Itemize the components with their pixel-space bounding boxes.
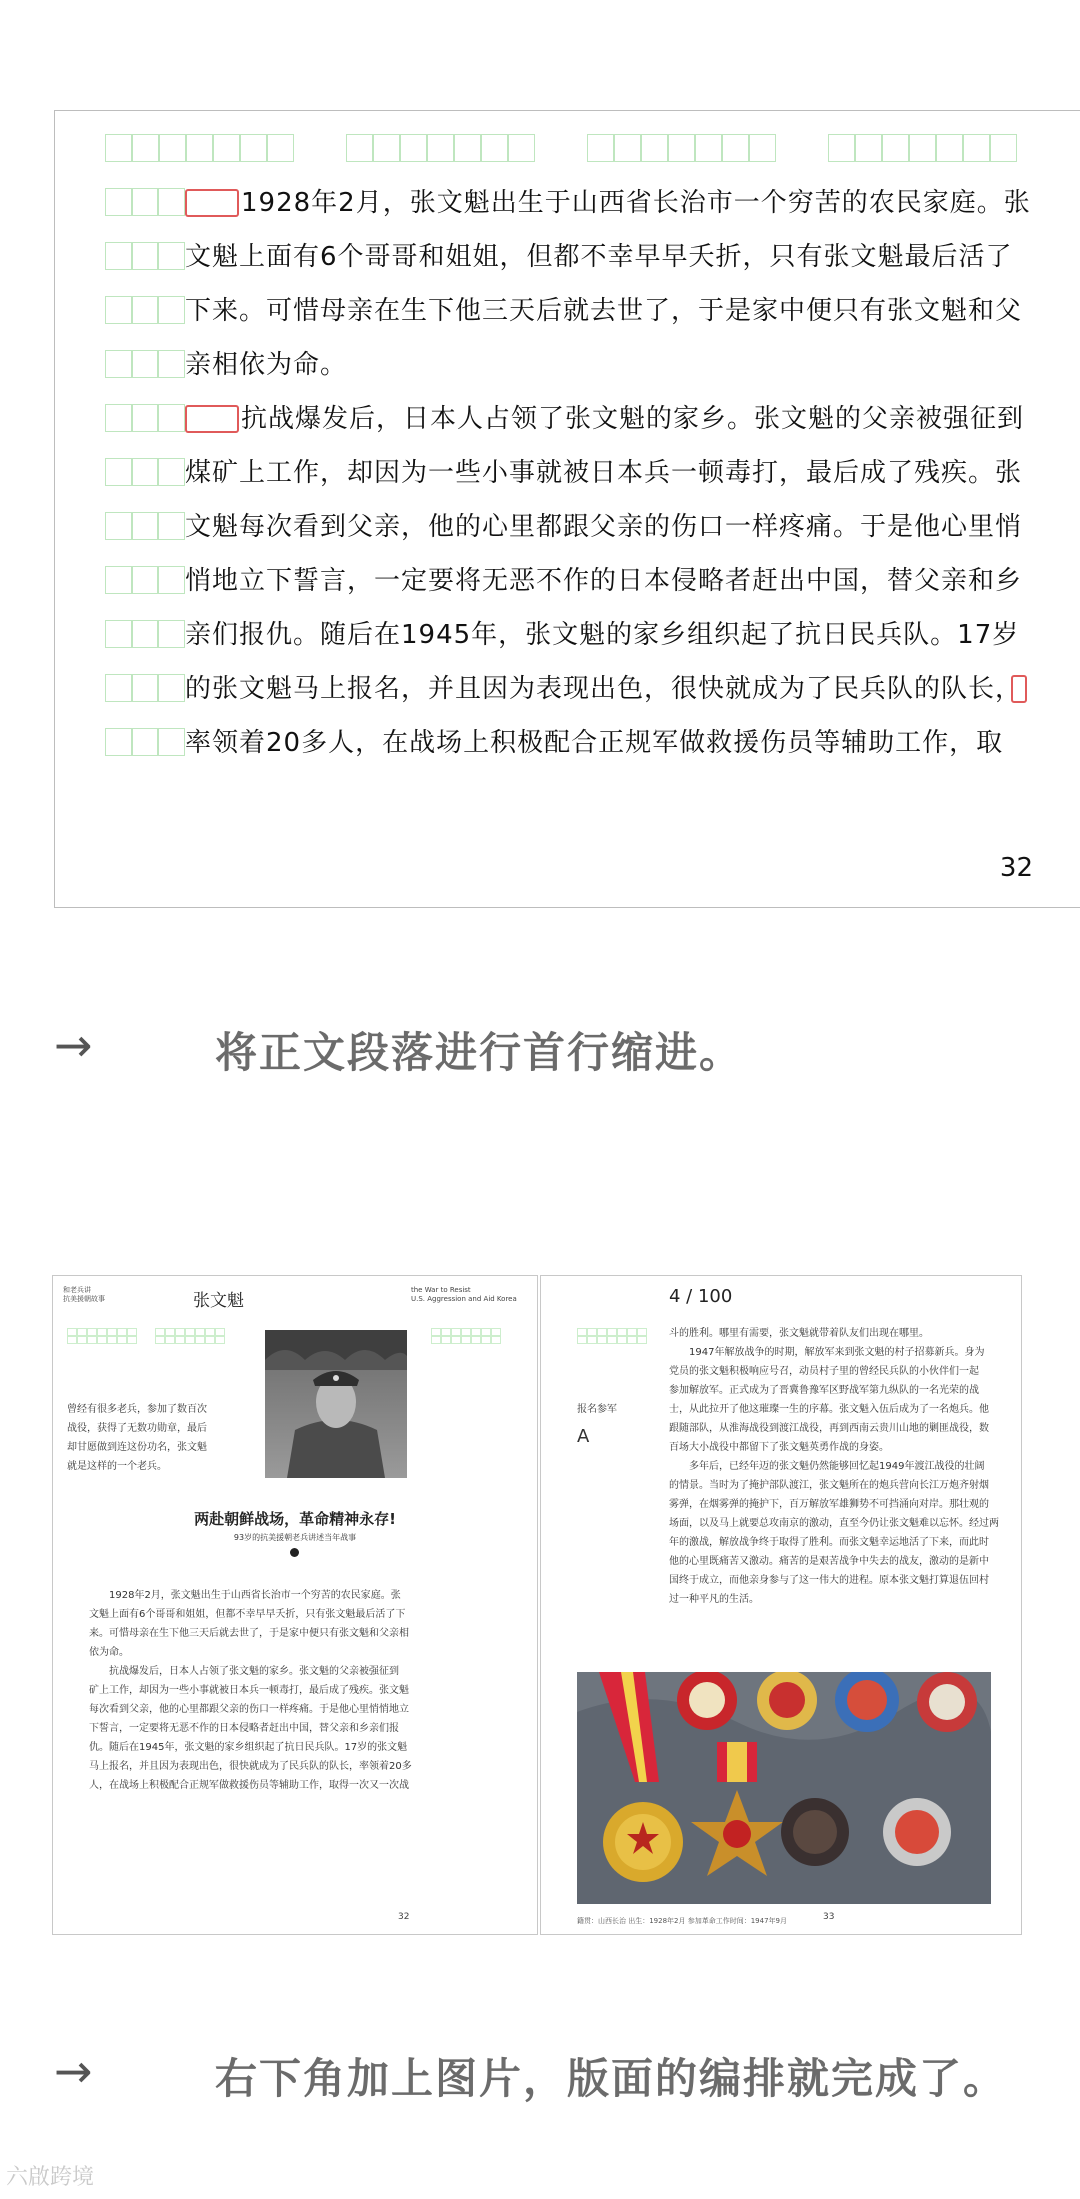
margin-grid	[105, 242, 185, 272]
portrait-photo	[265, 1330, 407, 1478]
margin-grid	[105, 404, 185, 434]
medals-photo	[577, 1672, 991, 1904]
margin-grid	[105, 458, 185, 488]
left-body-text: 1928年2月，张文魁出生于山西省长治市一个穷苦的农民家庭。张 文魁上面有6个哥哥和姐姐，但都不幸早早夭折，只有张文魁最后活了下 来。可惜母亲在生下他三天后就去世了，于是家中便只有张文魁和父亲相 依为命。 抗战爆发后，日本人占领了张文魁的家乡。张文魁的父亲被强征到 矿上工作，却因为一些小事就被日本兵一顿毒打，最后成了残疾。张文魁 每次看到父亲，他的心里都跟父亲的伤口一样疼痛。于是他心里悄悄地立 下誓言，一定要将无恶不作的日本侵略者赶出中国，替父亲和乡亲们报 仇。随后在1945年，张文魁的家乡组织起了抗日民兵队。17岁的张文魁 马上报名，并且因为表现出色，很快就成为了民兵队的队长，率领着20多 人，在战场上积极配合正规军做救援伤员等辅助工作，取得一次又一次战	[89, 1590, 412, 1791]
zoomed-page-32	[54, 110, 1080, 908]
right-body-text: 斗的胜利。哪里有需要，张文魁就带着队友们出现在哪里。 1947年解放战争的时期，解放军来到张文魁的村子招募新兵。身为 党员的张文魁积极响应号召，动员村子里的曾经民兵队的小伙伴们一起 参加解放军。正式成为了晋冀鲁豫军区野战军第九纵队的一名光荣的战 士，从此拉开了他这璀璨一生的序幕。张文魁入伍后成为了一名炮兵。他 跟随部队，从淮海战役到渡江战役，再到西南云贵川山地的剿匪战役，数 百场大小战役中都留下了张文魁英勇作战的身姿。 多年后，已经年迈的张文魁仍然能够回忆起1949年渡江战役的壮阔 的情景。当时为了掩护部队渡江，张文魁所在的炮兵营向长江万炮齐射烟 雾弹，在烟雾弹的掩护下，百万解放军雄狮势不可挡涌向对岸。那壮观的 场面，以及马上就要总攻南京的激动，直至今仍让张文魁难以忘怀。经过两 年的激战，解放战争终于取得了胜利。而张文魁幸运地活了下来，而此时 他的心里既痛苦又激动。痛苦的是艰苦战争中失去的战友，激动的是新中 国终于成立，而他亲身参与了这一伟大的进程。原本张文魁打算退伍回村 过一种平凡的生活。	[669, 1328, 999, 1605]
body-line: 煤矿上工作，却因为一些小事就被日本兵一顿毒打，最后成了残疾。张	[185, 458, 1023, 488]
margin-grid	[105, 674, 185, 704]
page-number-right: 33	[823, 1912, 835, 1922]
layout-grid	[431, 1328, 501, 1344]
margin-grid	[105, 512, 185, 542]
margin-grid	[105, 620, 185, 650]
section-label: 报名参军	[577, 1404, 617, 1415]
margin-grid	[105, 728, 185, 758]
spread-left-page	[52, 1275, 538, 1935]
person-name: 张文魁	[193, 1291, 244, 1311]
margin-grid	[105, 296, 185, 326]
step-caption: 将正文段落进行首行缩进。	[215, 1028, 744, 1077]
subheadline: 93岁的抗美援朝老兵讲述当年战事	[233, 1533, 357, 1542]
layout-grid	[577, 1328, 647, 1344]
side-text: 曾经有很多老兵，参加了数百次 战役，获得了无数功勋章，最后 却甘愿做到连这份功名，张文魁 就是这样的一个老兵。	[67, 1404, 207, 1472]
footer-info: 籍贯：山西长治 出生：1928年2月 参加革命工作时间：1947年9月	[577, 1917, 787, 1925]
top-grid-row	[105, 134, 1069, 164]
page-counter: 4 / 100	[669, 1286, 733, 1307]
body-line: 亲相依为命。	[185, 350, 348, 380]
page-number-left: 32	[398, 1912, 410, 1922]
layout-grid	[155, 1328, 225, 1344]
margin-grid	[105, 350, 185, 380]
body-line: 率领着20多人，在战场上积极配合正规军做救援伤员等辅助工作，取	[185, 728, 1004, 758]
margin-grid	[105, 188, 185, 218]
book-spread	[52, 1275, 1022, 1935]
body-line: 亲们报仇。随后在1945年，张文魁的家乡组织起了抗日民兵队。17岁	[185, 620, 1020, 650]
body-line: 抗战爆发后，日本人占领了张文魁的家乡。张文魁的父亲被强征到	[241, 404, 1025, 434]
body-line: 1928年2月，张文魁出生于山西省长治市一个穷苦的农民家庭。张	[241, 188, 1031, 218]
step-caption: 右下角加上图片，版面的编排就完成了。	[215, 2054, 1008, 2103]
headline: 两赴朝鲜战场，革命精神永存!	[194, 1510, 396, 1528]
section-letter: A	[577, 1426, 590, 1447]
body-line: 文魁上面有6个哥哥和姐姐，但都不幸早早夭折，只有张文魁最后活了	[185, 242, 1013, 272]
indent-marker	[185, 189, 239, 217]
series-title-cn: 和老兵讲 抗美援朝故事	[63, 1286, 105, 1303]
spread-right-page	[540, 1275, 1022, 1935]
arrow-icon: →	[54, 1018, 93, 1072]
arrow-icon: →	[54, 2044, 93, 2098]
watermark: 六啟跨境	[6, 2165, 95, 2190]
series-title-en: the War to Resist U.S. Aggression and Aid Korea	[411, 1286, 517, 1303]
body-line: 的张文魁马上报名，并且因为表现出色，很快就成为了民兵队的队长，	[185, 674, 1023, 704]
indent-marker	[185, 405, 239, 433]
margin-grid	[105, 566, 185, 596]
body-line: 下来。可惜母亲在生下他三天后就去世了，于是家中便只有张文魁和父	[185, 296, 1023, 326]
bullet-dot	[290, 1548, 299, 1557]
body-line: 文魁每次看到父亲，他的心里都跟父亲的伤口一样疼痛。于是他心里悄	[185, 512, 1023, 542]
layout-grid	[67, 1328, 137, 1344]
body-line: 悄地立下誓言，一定要将无恶不作的日本侵略者赶出中国，替父亲和乡	[185, 566, 1023, 596]
page-number: 32	[999, 853, 1033, 883]
